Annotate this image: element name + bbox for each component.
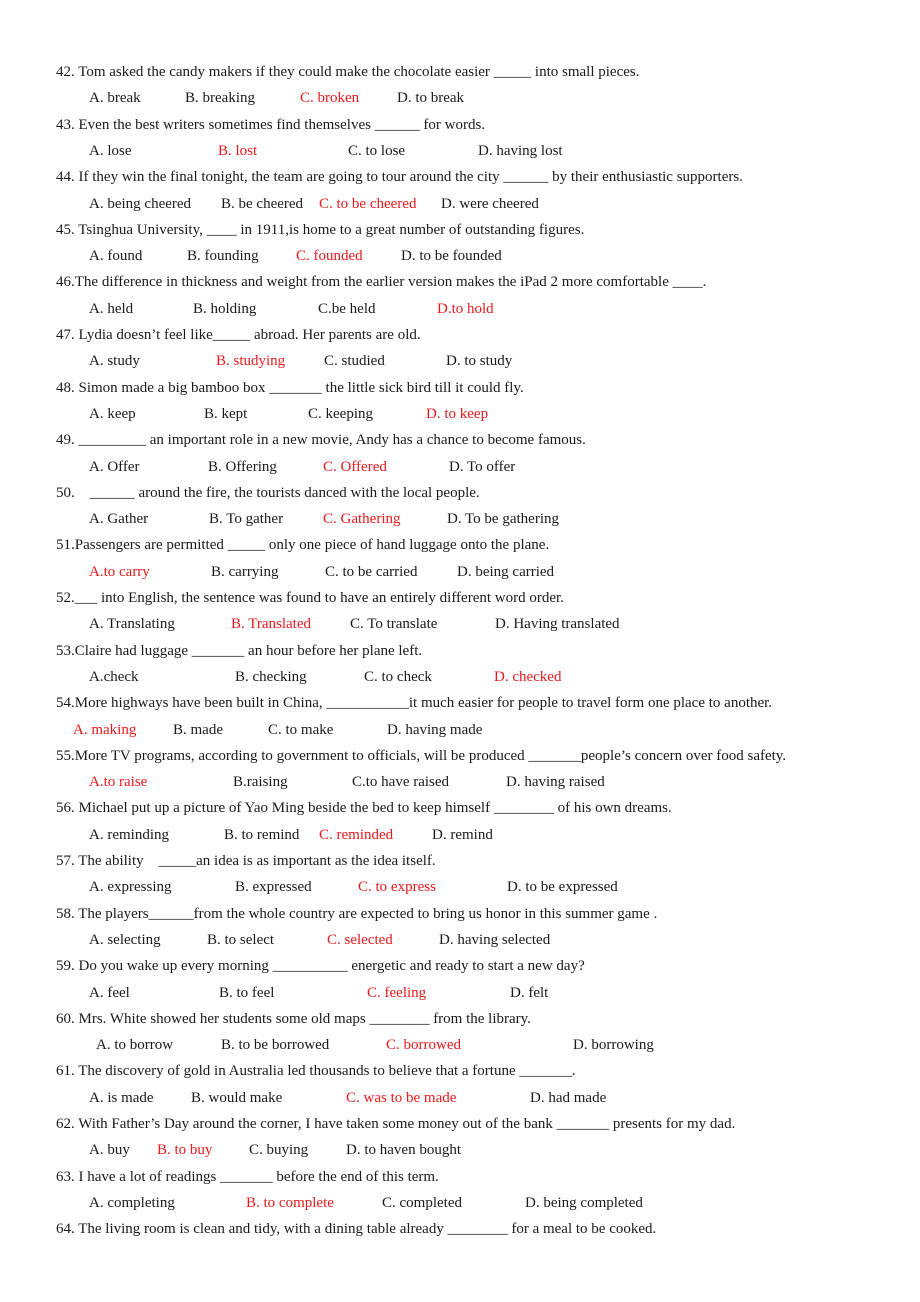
question-stem: 42. Tom asked the candy makers if they could make the chocolate easier _____ into small pieces. <box>56 64 640 80</box>
option: C.be held <box>318 300 376 317</box>
option: B. would make <box>191 1089 283 1106</box>
question-stem: 62. With Father’s Day around the corner, I have taken some money out of the bank _______ presents for my dad. <box>56 1116 736 1132</box>
option: D. having lost <box>478 142 563 159</box>
answer-option: B. to complete <box>246 1194 334 1211</box>
option: D. to be expressed <box>507 879 618 896</box>
option: A. selecting <box>89 931 161 948</box>
option: D. borrowing <box>573 1037 654 1054</box>
option: C. to make <box>268 721 334 738</box>
option: A. study <box>89 353 140 370</box>
option: B.raising <box>233 774 288 791</box>
question-stem: 52.___ into English, the sentence was found to have an entirely different word order. <box>56 590 564 606</box>
question-stem: 51.Passengers are permitted _____ only one piece of hand luggage onto the plane. <box>56 537 550 554</box>
option: A. break <box>89 90 141 107</box>
option: B. holding <box>193 300 257 317</box>
answer-option: D.to hold <box>437 300 494 317</box>
option: B. made <box>173 721 223 738</box>
question-stem: 48. Simon made a big bamboo box _______ the little sick bird till it could fly. <box>56 379 524 396</box>
option: B. to select <box>207 931 275 948</box>
option: B. be cheered <box>221 195 304 212</box>
question-stem: 50. ______ around the fire, the tourists danced with the local people. <box>56 484 480 501</box>
option: A. found <box>89 248 143 265</box>
option: A. to borrow <box>96 1037 174 1054</box>
answer-option: A. making <box>73 721 137 738</box>
question-stem: 64. The living room is clean and tidy, with a dining table already ________ for a meal to be cooked. <box>56 1221 657 1238</box>
answer-option: C. founded <box>296 248 363 265</box>
question-stem: 54.More highways have been built in China, ___________it much easier for people to travel form one place to another. <box>56 695 773 712</box>
answer-option: C. reminded <box>319 826 394 843</box>
question-stem: 63. I have a lot of readings _______ before the end of this term. <box>56 1168 439 1185</box>
option: C. keeping <box>308 405 373 422</box>
question-stem: 46.The difference in thickness and weight from the earlier version makes the iPad 2 more comfortable ____. <box>56 274 707 291</box>
option: B. carrying <box>211 563 279 580</box>
option: C. to be carried <box>325 563 418 580</box>
option: D. being completed <box>525 1194 643 1211</box>
option: D. were cheered <box>441 195 539 212</box>
question-stem: 53.Claire had luggage _______ an hour before her plane left. <box>56 642 423 659</box>
option: D. having made <box>387 721 483 738</box>
option: D. having raised <box>506 774 605 791</box>
option: D. to haven bought <box>346 1142 461 1159</box>
answer-option: C. selected <box>327 931 393 948</box>
option: C. To translate <box>350 616 438 633</box>
question-stem: 58. The players______from the whole country are expected to bring us honor in this summer game . <box>56 905 658 922</box>
answer-option: C. to express <box>358 879 436 896</box>
option: B. founding <box>187 248 259 265</box>
answer-option: B. studying <box>216 353 286 370</box>
option: B. breaking <box>185 90 255 107</box>
option: C. to lose <box>348 142 406 159</box>
answer-option: C. borrowed <box>386 1037 461 1054</box>
option: A. completing <box>89 1194 175 1211</box>
option: C. buying <box>249 1142 309 1159</box>
option: B. Offering <box>208 458 277 475</box>
option: C. to check <box>364 668 432 685</box>
answer-option: C. to be cheered <box>319 195 417 212</box>
option: C. studied <box>324 353 385 370</box>
option: B. to be borrowed <box>221 1037 330 1054</box>
option: A. Translating <box>89 616 175 633</box>
option: A. is made <box>89 1089 154 1106</box>
answer-option: A.to carry <box>89 563 150 580</box>
answer-option: C. broken <box>300 90 360 107</box>
option: D. having selected <box>439 931 551 948</box>
option: A. reminding <box>89 826 169 843</box>
option: D. felt <box>510 984 549 1001</box>
option: D. remind <box>432 826 493 843</box>
option: B. to feel <box>219 984 275 1001</box>
question-stem: 55.More TV programs, according to government to officials, will be produced _______people’s concern over food safety. <box>56 747 787 764</box>
option: D. Having translated <box>495 616 620 633</box>
question-stem: 60. Mrs. White showed her students some old maps ________ from the library. <box>56 1010 531 1027</box>
option: A. lose <box>89 142 132 159</box>
option: D. to be founded <box>401 248 502 265</box>
option: A. Offer <box>89 458 140 475</box>
answer-option: B. to buy <box>157 1142 213 1159</box>
answer-option: C. feeling <box>367 984 427 1001</box>
option: A. buy <box>89 1142 130 1159</box>
option: C.to have raised <box>352 774 450 791</box>
answer-option: B. Translated <box>231 616 312 633</box>
question-stem: 49. _________ an important role in a new movie, Andy has a chance to become famous. <box>56 432 586 449</box>
option: D. being carried <box>457 563 555 580</box>
option: A. feel <box>89 984 130 1001</box>
question-stem: 44. If they win the final tonight, the team are going to tour around the city ______ by their enthusiastic supporters. <box>56 169 743 186</box>
option: D. To be gathering <box>447 511 559 528</box>
option: A. Gather <box>89 511 149 528</box>
question-stem: 43. Even the best writers sometimes find themselves ______ for words. <box>56 116 486 133</box>
answer-option: C. Gathering <box>323 511 401 528</box>
option: B. To gather <box>209 511 284 528</box>
option: D. to break <box>397 90 465 107</box>
question-stem: 61. The discovery of gold in Australia led thousands to believe that a fortune _______. <box>56 1063 576 1080</box>
option: A.check <box>89 668 139 685</box>
answer-option: D. to keep <box>426 405 489 422</box>
question-stem: 47. Lydia doesn’t feel like_____ abroad. Her parents are old. <box>56 327 421 343</box>
option: B. kept <box>204 405 248 422</box>
answer-option: B. lost <box>218 142 258 159</box>
question-stem: 56. Michael put up a picture of Yao Ming beside the bed to keep himself ________ of his own dreams. <box>56 800 672 817</box>
question-stem: 57. The ability _____an idea is as important as the idea itself. <box>56 853 436 869</box>
answer-option: A.to raise <box>89 774 148 791</box>
answer-option: D. checked <box>494 668 562 685</box>
option: D. to study <box>446 353 513 370</box>
option: B. checking <box>235 668 307 685</box>
question-stem: 45. Tsinghua University, ____ in 1911,is home to a great number of outstanding figures. <box>56 221 585 238</box>
answer-option: C. was to be made <box>346 1089 457 1106</box>
option: A. held <box>89 300 134 317</box>
option: A. keep <box>89 405 136 422</box>
question-stem: 59. Do you wake up every morning __________ energetic and ready to start a new day? <box>56 958 585 975</box>
option: C. completed <box>382 1194 462 1211</box>
option: A. expressing <box>89 879 172 896</box>
answer-option: C. Offered <box>323 458 387 475</box>
option: D. To offer <box>449 458 516 475</box>
option: D. had made <box>530 1089 607 1106</box>
option: A. being cheered <box>89 195 192 212</box>
option: B. expressed <box>235 879 312 896</box>
option: B. to remind <box>224 826 300 843</box>
